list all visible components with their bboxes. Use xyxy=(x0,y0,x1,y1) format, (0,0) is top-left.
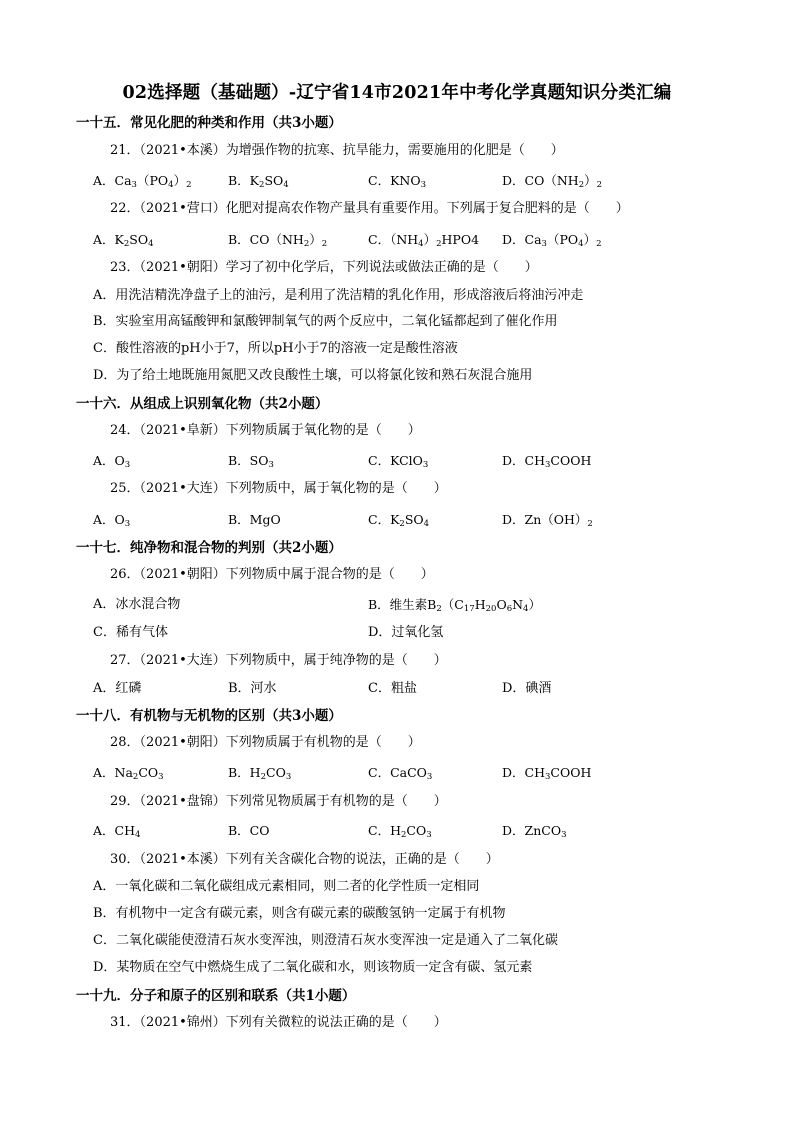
question-28-option-c: C．CaCO$_3$ xyxy=(368,765,433,782)
question-25-option-d: D．$Zn(OH)_2$ xyxy=(502,512,593,529)
question-23-option-c: C．酸性溶液的pH小于7，所以pH小于7的溶液一定是酸性溶液 xyxy=(93,341,458,356)
question-30-option-b: B．有机物中一定含有碳元素，则含有碳元素的碳酸氢钠一定属于有机物 xyxy=(93,906,506,921)
question-26-option-c: C．稀有气体 xyxy=(93,625,168,640)
question-24-stem: 24．（2021•阜新）下列物质属于氧化物的是（ ） xyxy=(110,423,421,438)
question-28-option-a: A．$Na_2CO_3$ xyxy=(93,765,164,782)
question-23-option-a: A．用洗洁精洗净盘子上的油污，是利用了洗洁精的乳化作用，形成溶液后将油污冲走 xyxy=(93,288,584,303)
question-25-option-b: B．MgO xyxy=(228,512,281,527)
section-heading-15: 一十五．常见化肥的种类和作用（共3小题） xyxy=(76,115,342,131)
question-24-option-b: B．$SO_3$ xyxy=(228,453,274,470)
question-27-stem: 27．（2021•大连）下列物质中，属于纯净物的是（ ） xyxy=(110,653,447,668)
section-heading-18: 一十八．有机物与无机物的区别（共3小题） xyxy=(76,708,342,724)
question-29-option-c: C．$H_2CO_3$ xyxy=(368,823,432,840)
question-21-option-c: C．$KNO_3$ xyxy=(368,173,427,190)
question-25-stem: 25．（2021•大连）下列物质中，属于氧化物的是（ ） xyxy=(110,481,447,496)
question-29-option-b: B．CO xyxy=(228,823,270,838)
question-30-option-a: A．一氧化碳和二氧化碳组成元素相同，则二者的化学性质一定相同 xyxy=(93,879,480,894)
question-21-stem: 21．（2021•本溪）为增强作物的抗寒、抗旱能力，需要施用的化肥是（ ） xyxy=(110,143,564,158)
question-25-option-a: A．$O_3$ xyxy=(93,512,131,529)
question-24-option-a: A．$O_3$ xyxy=(93,453,131,470)
question-31-stem: 31．（2021•锦州）下列有关微粒的说法正确的是（ ） xyxy=(110,1015,447,1030)
question-23-option-b: B．实验室用高锰酸钾和氯酸钾制氧气的两个反应中，二氧化锰都起到了催化作用 xyxy=(93,314,558,329)
question-22-option-b: B．$CO(NH_2)_2$ xyxy=(228,232,328,249)
question-28-stem: 28．（2021•朝阳）下列物质属于有机物的是（ ） xyxy=(110,735,421,750)
question-21-option-b: B．$K_2SO_4$ xyxy=(228,173,289,190)
question-25-option-c: C．$K_2SO_4$ xyxy=(368,512,430,529)
question-30-option-d: D．某物质在空气中燃烧生成了二氧化碳和水，则该物质一定含有碳、氢元素 xyxy=(93,960,533,975)
question-22-option-a: A．$K_2SO_4$ xyxy=(93,232,154,249)
question-28-option-b: B．$H_2CO_3$ xyxy=(228,765,292,782)
question-26-stem: 26．（2021•朝阳）下列物质中属于混合物的是（ ） xyxy=(110,567,434,582)
section-heading-16: 一十六．从组成上识别氧化物（共2小题） xyxy=(76,396,329,412)
question-24-option-c: C．KClO$_3$ xyxy=(368,453,429,470)
question-29-option-a: A．$CH_4$ xyxy=(93,823,141,840)
question-30-stem: 30．（2021•本溪）下列有关含碳化合物的说法，正确的是（ ） xyxy=(110,852,499,867)
question-27-option-a: A．红磷 xyxy=(93,681,142,696)
question-23-option-d: D．为了给土地既施用氮肥又改良酸性土壤，可以将氯化铵和熟石灰混合施用 xyxy=(93,368,533,383)
question-22-option-d: D．$Ca_3(PO_4)_2$ xyxy=(502,232,602,249)
question-21-option-a: A．$Ca_3(PO_4)_2$ xyxy=(93,173,192,190)
question-21-option-d: D．$CO(NH_2)_2$ xyxy=(502,173,603,190)
question-22-stem: 22．（2021•营口）化肥对提高农作物产量具有重要作用。下列属于复合肥料的是（ ） xyxy=(110,201,629,216)
question-26-option-a: A．冰水混合物 xyxy=(93,597,181,612)
question-23-stem: 23．（2021•朝阳）学习了初中化学后，下列说法或做法正确的是（ ） xyxy=(110,260,538,275)
section-heading-17: 一十七．纯净物和混合物的判别（共2小题） xyxy=(76,540,342,556)
question-28-option-d: D．$CH_3COOH$ xyxy=(502,765,592,782)
question-24-option-d: D．$CH_3COOH$ xyxy=(502,453,592,470)
question-29-option-d: D．ZnCO$_3$ xyxy=(502,823,567,840)
question-27-option-d: D．碘酒 xyxy=(502,681,552,696)
question-27-option-b: B．河水 xyxy=(228,681,277,696)
question-26-option-b: B．维生素$B_2(C_{17}H_{20}O_6N_4)$ xyxy=(368,597,541,614)
question-29-stem: 29．（2021•盘锦）下列常见物质属于有机物的是（ ） xyxy=(110,794,447,809)
page-title: 02选择题（基础题）-辽宁省14市2021年中考化学真题知识分类汇编 xyxy=(122,83,672,103)
section-heading-19: 一十九．分子和原子的区别和联系（共1小题） xyxy=(76,988,356,1004)
question-26-option-d: D．过氧化氢 xyxy=(368,625,444,640)
question-22-option-c: C．$(NH_4)_2HPO4$ xyxy=(368,232,480,249)
question-27-option-c: C．粗盐 xyxy=(368,681,417,696)
question-30-option-c: C．二氧化碳能使澄清石灰水变浑浊，则澄清石灰水变浑浊一定是通入了二氧化碳 xyxy=(93,933,558,948)
